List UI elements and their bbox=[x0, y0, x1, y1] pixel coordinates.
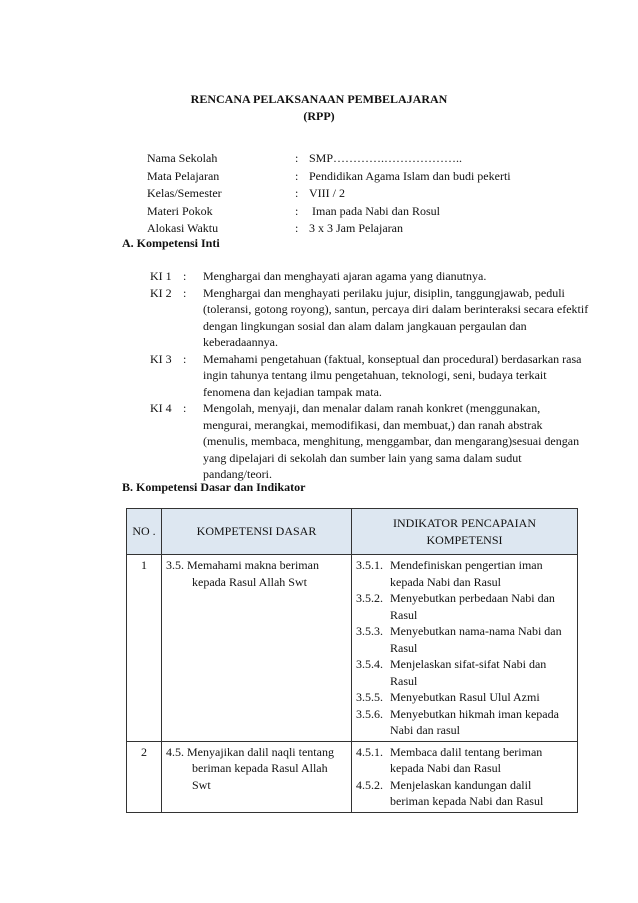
ki-label: KI 4 bbox=[150, 401, 172, 415]
kd-text: 4.5. Menyajikan dalil naqli tentang beriman kepada Rasul Allah Swt bbox=[166, 744, 334, 792]
table-header-row bbox=[127, 509, 578, 555]
info-row: Kelas/Semester : VIII / 2 bbox=[147, 186, 345, 200]
indicator-item bbox=[356, 557, 573, 590]
table-row bbox=[127, 741, 578, 812]
ki-item: KI 3 : Memahami pengetahuan (faktual, konseptual dan procedural) berdasarkan rasa ingin tahunya tentang ilmu pengetahuan, teknologi, seni, budaya terkait fenomena dan kejadian tampak mata. bbox=[150, 351, 590, 401]
info-label: Alokasi Waktu bbox=[147, 221, 219, 235]
indicator-text: Menjelaskan sifat-sifat Nabi dan Rasul bbox=[390, 657, 547, 688]
ki-text: Menghargai dan menghayati ajaran agama yang dianutnya. bbox=[203, 269, 487, 283]
kd-cell bbox=[162, 555, 352, 742]
document-title: RENCANA PELAKSANAAN PEMBELAJARAN bbox=[190, 92, 448, 106]
kd-text: 3.5. Memahami makna beriman kepada Rasul Allah Swt bbox=[166, 558, 319, 589]
info-value: 3 x 3 Jam Pelajaran bbox=[309, 221, 403, 235]
indicator-text: Membaca dalil tentang beriman kepada Nabi dan Rasul bbox=[390, 744, 543, 775]
ki-item: KI 2 : Menghargai dan menghayati perilaku jujur, disiplin, tanggungjawab, peduli (toleransi, gotong royong), santun, percaya diri dalam berinteraksi secara efektif dengan lingkungan sosial dan alam dalam jangkauan pergaulan dan keberadaannya. bbox=[150, 285, 589, 349]
identity-block bbox=[147, 150, 511, 238]
indicator-item bbox=[356, 623, 573, 656]
ki-text: Mengolah, menyaji, dan menalar dalam ranah konkret (menggunakan, mengurai, merangkai, memodifikasi, dan membuat,) dan ranah abstrak (menulis, membaca, menghitung, menggambar, dan mengarang)sesuai dengan yang dipelajari di sekolah dan sumber lain yang sama dalam sudut pandang/teori. bbox=[203, 401, 580, 481]
indicator-number: 4.5.2. bbox=[356, 777, 383, 792]
info-row: Materi Pokok : Iman pada Nabi dan Rosul bbox=[147, 203, 440, 218]
ki-text: Menghargai dan menghayati perilaku jujur, disiplin, tanggungjawab, peduli (toleransi, gotong royong), santun, percaya diri dalam berinteraksi secara efektif dengan lingkungan sosial dan alam dalam jangkauan pergaulan dan keberadaannya. bbox=[203, 285, 589, 349]
indicator-number: 3.5.2. bbox=[356, 591, 383, 605]
indicator-cell bbox=[352, 741, 578, 812]
header-kd: KOMPETENSI DASAR bbox=[162, 509, 352, 555]
indicator-item bbox=[356, 706, 573, 739]
info-label: Kelas/Semester bbox=[147, 186, 222, 200]
info-value: Iman pada Nabi dan Rosul bbox=[309, 203, 440, 218]
info-row: Mata Pelajaran : Pendidikan Agama Islam dan budi pekerti bbox=[147, 168, 511, 183]
ki-label: KI 1 bbox=[150, 269, 172, 283]
header-indikator: INDIKATOR PENCAPAIAN KOMPETENSI bbox=[352, 509, 578, 555]
kompetensi-inti-list bbox=[150, 268, 590, 483]
indicator-number: 3.5.5. bbox=[356, 690, 383, 704]
competency-table bbox=[126, 508, 578, 813]
indicator-item bbox=[356, 744, 573, 777]
info-label: Nama Sekolah bbox=[147, 151, 218, 165]
header-no: NO . bbox=[127, 509, 162, 555]
ki-label: KI 2 bbox=[150, 285, 172, 300]
ki-label: KI 3 bbox=[150, 351, 172, 366]
info-row: Alokasi Waktu : 3 x 3 Jam Pelajaran bbox=[147, 221, 403, 235]
indicator-text: Mendefiniskan pengertian iman kepada Nabi dan Rasul bbox=[390, 558, 543, 589]
table-row bbox=[127, 555, 578, 742]
indicator-number: 3.5.1. bbox=[356, 558, 383, 572]
indicator-number: 3.5.4. bbox=[356, 657, 383, 671]
row-number: 1 bbox=[127, 555, 162, 742]
indicator-text: Menjelaskan kandungan dalil beriman kepada Nabi dan Rasul bbox=[390, 777, 544, 808]
indicator-cell bbox=[352, 555, 578, 742]
indicator-text: Menyebutkan nama-nama Nabi dan Rasul bbox=[390, 624, 562, 655]
ki-item: KI 4 : Mengolah, menyaji, dan menalar dalam ranah konkret (menggunakan, mengurai, merangkai, memodifikasi, dan membuat,) dan ranah abstrak (menulis, membaca, menghitung, menggambar, dan mengarang)sesuai dengan yang dipelajari di sekolah dan sumber lain yang sama dalam sudut pandang/teori. bbox=[150, 400, 590, 483]
indicator-text: Menyebutkan perbedaan Nabi dan Rasul bbox=[390, 591, 555, 622]
indicator-item bbox=[356, 777, 573, 810]
section-a-heading: A. Kompetensi Inti bbox=[122, 236, 220, 250]
indicator-number: 3.5.3. bbox=[356, 624, 383, 638]
indicator-text: Menyebutkan hikmah iman kepada Nabi dan rasul bbox=[390, 706, 559, 737]
ki-text: Memahami pengetahuan (faktual, konseptual dan procedural) berdasarkan rasa ingin tahunya tentang ilmu pengetahuan, teknologi, seni, budaya terkait fenomena dan kejadian tampak mata. bbox=[203, 351, 582, 399]
section-b-heading: B. Kompetensi Dasar dan Indikator bbox=[122, 480, 306, 494]
row-number: 2 bbox=[127, 741, 162, 812]
ki-item: KI 1 : Menghargai dan menghayati ajaran agama yang dianutnya. bbox=[150, 268, 590, 285]
document-subtitle: (RPP) bbox=[303, 109, 335, 123]
info-row: Nama Sekolah : SMP………….……………….. bbox=[147, 151, 463, 165]
indicator-item bbox=[356, 590, 573, 623]
indicator-number: 3.5.6. bbox=[356, 706, 383, 721]
indicator-text: Menyebutkan Rasul Ulul Azmi bbox=[390, 690, 540, 704]
indicator-number: 4.5.1. bbox=[356, 744, 383, 759]
info-label: Materi Pokok bbox=[147, 203, 213, 218]
info-value: VIII / 2 bbox=[309, 186, 345, 200]
info-label: Mata Pelajaran bbox=[147, 168, 220, 183]
indicator-item bbox=[356, 656, 573, 689]
info-value: SMP………….……………….. bbox=[309, 151, 463, 165]
kd-cell bbox=[162, 741, 352, 812]
info-value: Pendidikan Agama Islam dan budi pekerti bbox=[309, 168, 511, 183]
indicator-item bbox=[356, 689, 573, 706]
